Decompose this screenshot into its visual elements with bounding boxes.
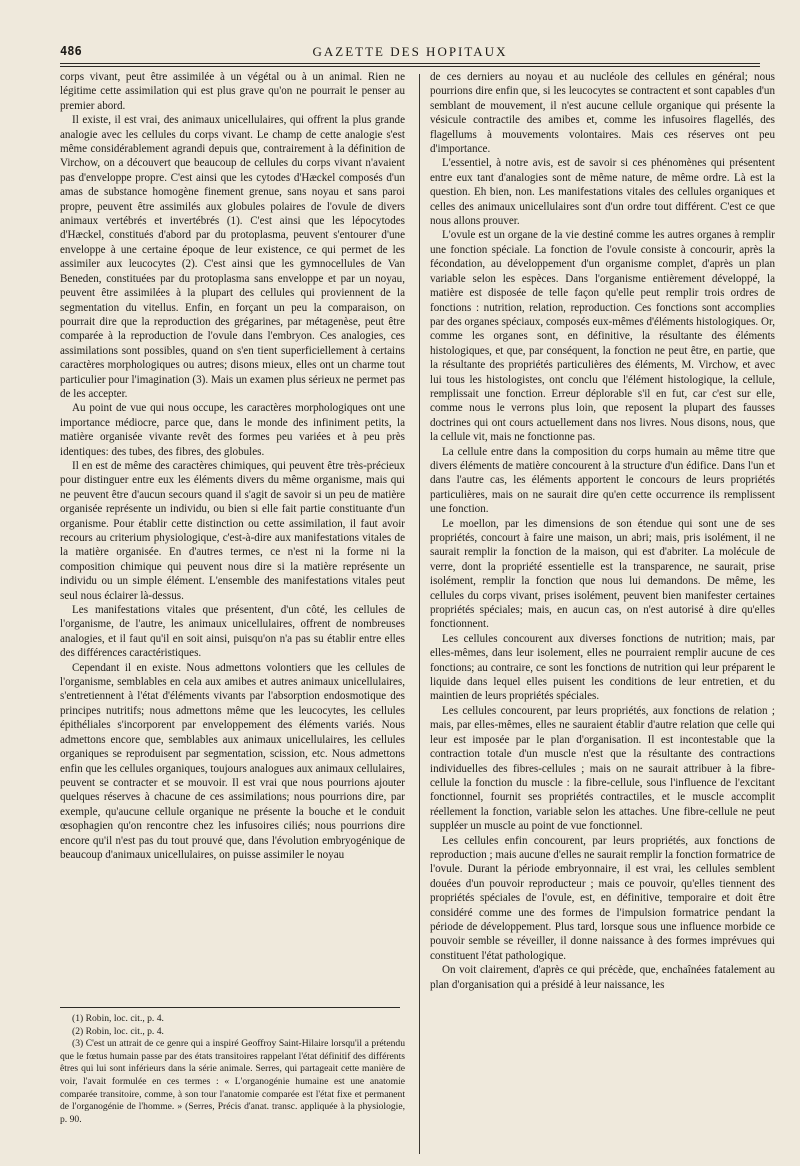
paragraph: L'essentiel, à notre avis, est de savoir si ces phénomènes qui présentent entre eux tant d'analogies sont de même nature, de même ordre. Là est la question. Eh bien, non. Les manifestations vitales des cellules organiques et celles des animaux unicellulaires sont d'un ordre tout différent. C'est ce que nous allons prouver.	[430, 157, 775, 228]
footnote: (1) Robin, loc. cit., p. 4.	[72, 1013, 164, 1024]
header-rule	[60, 63, 760, 64]
paragraph: Au point de vue qui nous occupe, les caractères morphologiques ont une importance médiocre, parce que, dans le monde des infiniment petits, la matière organisée vivante revêt des formes peu variées et à peu près identiques: des tubes, des fibres, des globules.	[60, 402, 405, 458]
paragraph: Le moellon, par les dimensions de son étendue qui sont une de ses propriétés, concourt à faire une maison, un abri; mais, pris isolément, il ne saurait remplir la fonction de la maison, qui est d'abriter. La molécule de verre, dont la propriété essentielle est la transparence, ne saurait, prise isolément, remplir la fonction que nous lui demandons. De même, les cellules du corps vivant, prises isolément, peuvent bien manifester certaines propriétés spéciales; mais, en aucun cas, on n'est autorisé à dire qu'elles fonctionnent.	[430, 517, 775, 631]
left-column	[60, 70, 405, 970]
paragraph: Les cellules concourent, par leurs propriétés, aux fonctions de relation ; mais, par elles-mêmes, elles ne sauraient établir d'autre relation que celle qui leur est imposée par le plan d'organisation. Il est incontestable que la contraction totale d'un muscle n'est que la résultante des contractions individuelles des fibres-cellules ; mais on ne saurait attribuer à la fibre-cellule la fonction du muscle : la fibre-cellule, sous l'influence de l'excitant fonctionnel, fournit ses propriétés contractiles, et le muscle accomplit réellement la fonction, variable selon les attaches. Une fibre-cellule ne peut suppléer un muscle au point de vue fonctionnel.	[430, 704, 775, 833]
column-divider	[419, 74, 420, 1154]
footnote: (2) Robin, loc. cit., p. 4.	[72, 1025, 164, 1037]
paragraph: Les manifestations vitales que présentent, d'un côté, les cellules de l'organisme, de l'autre, les animaux unicellulaires, offrent de nombreuses analogies, et il faut qu'il en soit ainsi, puisqu'on n'a pas su établir entre elles des différences caractéristiques.	[60, 604, 405, 660]
paragraph: Il en est de même des caractères chimiques, qui peuvent être très-précieux pour distinguer entre eux les éléments divers du même organisme, mais qui ne peuvent être d'aucun secours quand il s'agit de savoir si un peu de matière organisée représente un individu, ou bien si elle fait partie constituante d'un organisme. Pour établir cette distinction ou cette assimilation, il faut avoir recours au criterium physiologique, c'est-à-dire aux manifestations vitales de la matière organisée. En d'autres termes, ce n'est ni la forme ni la composition chimique qui peuvent nous dire si la matière représente un individu ou un simple élément. L'ensemble des manifestations vitales peut seul nous éclairer là-dessus.	[60, 459, 405, 602]
paragraph: La cellule entre dans la composition du corps humain au même titre que divers éléments de matière concourent à la structure d'un édifice. Dans l'un et dans l'autre cas, les éléments apportent le concours de leurs propriétés particulières, mais on ne saurait dire qu'en cette occurrence ils remplissent une fonction.	[430, 445, 775, 516]
paragraph: Il existe, il est vrai, des animaux unicellulaires, qui offrent la plus grande analogie avec les cellules du corps vivant. Le champ de cette analogie s'est même considérablement agrandi depuis que, contrairement à la définition de Virchow, on a découvert que beaucoup de cellules du corps vivant n'avaient pas d'enveloppe propre. C'est ainsi que les cytodes d'Hæckel composés d'un amas de substance homogène finement grenue, sans noyau et sans paroi propre, peuvent être assimilés aux globules polaires de l'ovule de divers animaux vertébrés et invertébrés (1). C'est ainsi que les lépocytodes d'Hæckel, constitués d'abord par du protoplasma, peuvent s'entourer d'une enveloppe à une certaine époque de leur existence, ce qui permet de les assimiler aux leucocytes (2). C'est ainsi que les gymnocellules de Van Beneden, constituées par du protoplasma sans enveloppe et par un noyau, peuvent être assimilées à la plupart des cellules qui proviennent de la segmentation du vitellus. Enfin, en forçant un peu la comparaison, on pourrait dire que la reproduction des grégarines, par métagenèse, peut être comparée à la reproduction de l'ovule dans l'embryon. Ces analogies, ces assimilations sont possibles, quand on s'en tient superficiellement à certains caractères morphologiques ou autres; disons mieux, elles ont un charme tout particulier pour l'imagination (3). Mais un examen plus sérieux ne permet pas de les accepter.	[60, 114, 405, 400]
paragraph: de ces derniers au noyau et au nucléole des cellules en général; nous pourrions dire enfin que, si les leucocytes se contractent et sont capables d'un semblant de mouvement, il n'est aucune cellule organique qui présente la vésicule contractile des amibes et, comme les infusoires flagellés, des flagellums à mouvements volontaires. Mais ces réserves ont peu d'importance.	[430, 71, 775, 156]
paragraph: Les cellules concourent aux diverses fonctions de nutrition; mais, par elles-mêmes, dans leur isolement, elles ne pourraient remplir aucune de ces fonctions; au contraire, ce sont les fonctions de nutrition qui leur préparent le liquide dans lequel elles puisent les conditions de leur entretien, et du maintien de leurs propriétés spéciales.	[430, 632, 775, 703]
paragraph: Les cellules enfin concourent, par leurs propriétés, aux fonctions de reproduction ; mais aucune d'elles ne saurait remplir la fonction formatrice de l'ovule. Durant la période embryonnaire, il est vrai, les cellules semblent douées d'un pouvoir reproducteur ; mais ce pouvoir, qu'elles tiennent des propriétés spéciales de l'ovule, est, en définitive, temporaire et doit être considéré comme une des formes de l'impulsion formatrice pendant la période de développement. Plus tard, lorsque sous une influence morbide ce pouvoir semble se réveiller, il donne naissance à des formes imprévues qui constituent l'état pathologique.	[430, 834, 775, 962]
paragraph: L'ovule est un organe de la vie destiné comme les autres organes à remplir une fonction spéciale. La fonction de l'ovule consiste à concourir, après la fécondation, au développement d'un organisme complet, d'après un plan variable selon les espèces. Dans l'organisme entièrement développé, la matière est disposée de telle façon qu'elle peut remplir trois ordres de fonctions : nutrition, relation, reproduction. Ces fonctions sont accomplies par des organes spéciaux, composés eux-mêmes d'éléments histologiques. Or, comme les organes sont, en définitive, la résultante des éléments histologiques, et que, par conséquent, la fonction ne peut être, en partie, que la résultante des propriétés particulières des éléments, M. Virchow, et avec lui tous les histologistes, ont conclu que l'élément histologique, la cellule, remplissait une fonction. Erreur déplorable s'il en fut, car c'est sur elle, comme nous le verrons plus loin, que reposent la plupart des fausses doctrines qui ont cours actuellement dans nos livres. Nous disons, nous, que la cellule vit, mais ne fonctionne pas.	[430, 229, 775, 444]
footnote: (3) C'est un attrait de ce genre qui a inspiré Geoffroy Saint-Hilaire lorsqu'il a prétendu que le fœtus humain passe par des états transitoires rappelant l'état définitif des différents êtres qui lui sont inférieurs dans la série animale. Serres, qui partageait cette manière de voir, l'avait formulée en ces termes : « L'organogénie humaine est une anatomie comparée transitoire, comme, à son tour l'anatomie comparée est l'état fixe et permanent de l'organogénie de l'homme. » (Serres, Précis d'anat. transc. appliquée à la physiologie, p. 90.	[60, 1038, 405, 1125]
paragraph: corps vivant, peut être assimilée à un végétal ou à un animal. Rien ne légitime cette assimilation qui est plus grave qu'on ne pourrait le penser au premier abord.	[60, 71, 405, 112]
page-header	[60, 44, 760, 64]
header-rule-double	[60, 66, 760, 67]
right-column	[430, 70, 775, 1152]
running-title: GAZETTE DES HOPITAUX	[312, 44, 508, 59]
page-number: 486	[60, 44, 82, 58]
paragraph: Cependant il en existe. Nous admettons volontiers que les cellules de l'organisme, semblables en cela aux amibes et autres animaux unicellulaires, s'entretiennent à l'état d'éléments vivants par l'absorption endosmotique des principes nutritifs; nous admettons même que les leucocytes, les cellules épithéliales s'incorporent par enveloppement des éléments variés. Nous admettons encore que, semblables aux animaux unicellulaires, les cellules organiques se reproduisent par segmentation, scission, etc. Nous admettons enfin que les cellules organiques, toujours analogues aux animaux cellulaires, peuvent se contracter et se mouvoir. Il est vrai que nous pourrions ajouter quelques réserves à chacune de ces assimilations; nous pourrions dire, par exemple, qu'aucune cellule organique ne présente la bouche et le conduit œsophagien qu'on rencontre chez les infusoires ciliés; nous pourrions dire encore qu'il n'est pas du tout prouvé que, dans l'évolution embryogénique de beaucoup d'animaux unicellulaires, on puisse assimiler le noyau	[60, 661, 405, 861]
paragraph: On voit clairement, d'après ce qui précède, que, enchaînées fatalement au plan d'organisation qui a présidé à leur naissance, les	[430, 964, 775, 991]
footnote-rule	[60, 1007, 400, 1008]
footnotes	[60, 1013, 405, 1126]
